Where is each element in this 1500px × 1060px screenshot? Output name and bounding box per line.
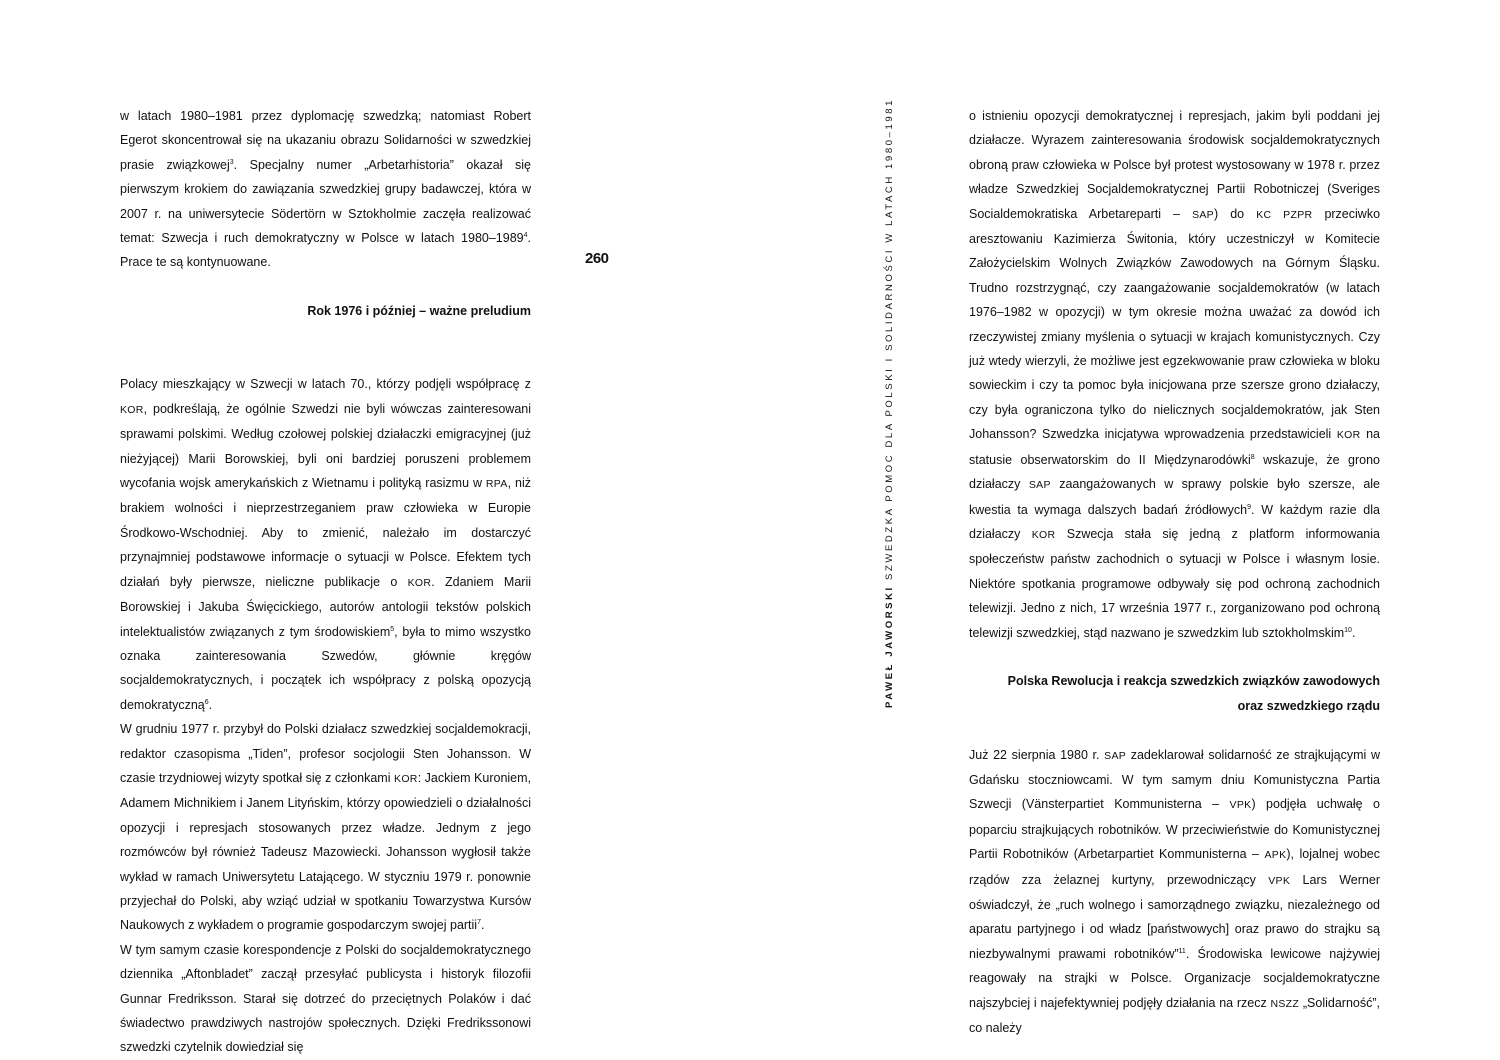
acronym: SAP	[1028, 479, 1051, 492]
footnote-ref: 4	[523, 231, 528, 239]
acronym: APK	[1264, 849, 1287, 862]
paragraph: W grudniu 1977 r. przybył do Polski działacz szwedzkiej socjaldemokracji, redaktor czasopisma „Tiden”, profesor socjologii Sten Johansson. W czasie trzydniowej wizyty spotkał się z członkami KOR: Jackiem Kuroniem, Adamem Michnikiem i Janem Lityńskim, którzy opowiedzieli o działalności opozycji i represjach stosowanych przez władze. Jednym z jego rozmówców był również Tadeusz Mazowiecki. Johansson wygłosił także wykład w ramach Uniwersytetu Latającego. W styczniu 1979 r. ponownie przyjechał do Polski, aby wziąć udział w spotkaniu Towarzystwa Kursów Naukowych z wykładem o programie gospodarczym swojej partii$^7$.	[120, 722, 532, 933]
acronym: SAP	[1104, 749, 1127, 762]
running-head	[884, 98, 895, 708]
right-text-column	[969, 104, 1380, 1040]
page-number: 260	[585, 250, 609, 267]
acronym: SAP	[1192, 208, 1214, 221]
section-heading	[969, 669, 1380, 718]
footnote-ref: 3	[229, 158, 234, 166]
footnote-ref: 7	[477, 919, 481, 927]
acronym: NSZZ	[1270, 997, 1300, 1010]
left-text-column	[120, 104, 531, 1060]
section-heading: Rok 1976 i później – ważne preludium	[307, 304, 531, 319]
paragraph: W tym samym czasie korespondencje z Polski do socjaldemokratycznego dziennika „Aftonbladet” zaczął przesyłać publicysta i historyk filozofii Gunnar Fredriksson. Starał się dotrzeć do przeciętnych Polaków i dać świadectwo prawdziwych nastrojów społecznych. Dzięki Fredrikssonowi szwedzki czytelnik dowiedział się	[120, 942, 531, 1055]
acronym: KOR	[407, 576, 432, 589]
section-heading-line1: Polska Rewolucja i reakcja szwedzkich związków zawodowych	[1007, 674, 1380, 689]
acronym: KC PZPR	[1256, 208, 1313, 221]
running-head-title: SZWEDZKA POMOC DLA POLSKI I SOLIDARNOŚCI W LATACH 1980–1981	[884, 97, 895, 580]
paragraph: Polacy mieszkający w Szwecji w latach 70., którzy podjęli współpracę z KOR, podkreślają, że ogólnie Szwedzi nie byli wówczas zainteresowani sprawami polskimi. Według czołowej polskiej działaczki emigracyjnej (już nieżyjącej) Marii Borowskiej, byli oni bardziej poruszeni problemem wycofania wojsk amerykańskich z Wietnamu i polityką rasizmu w RPA, niż brakiem wolności i nieprzestrzeganiem praw człowieka w Europie Środkowo-Wschodniej. Aby to zmienić, należało im dostarczyć przynajmniej podstawowe informacje o sytuacji w Polsce. Efektem tych działań były pierwsze, nieliczne publikacje o KOR. Zdaniem Marii Borowskiej i Jakuba Święcickiego, autorów antologii tekstów polskich intelektualistów związanych z tym środowiskiem$^5$, była to mimo wszystko oznaka zainteresowania Szwedów, głównie kręgów socjaldemokratycznych, i początek ich współpracy z polską opozycją demokratyczną$^6$.	[120, 377, 532, 712]
footnote-ref: 9	[1247, 503, 1252, 511]
acronym: VPK	[1268, 874, 1291, 887]
section-heading-line2: oraz szwedzkiego rządu	[1237, 698, 1380, 713]
running-head-author: PAWEŁ JAWORSKI	[884, 585, 895, 708]
acronym: RPA	[485, 478, 508, 491]
acronym: KOR	[120, 403, 144, 416]
acronym: KOR	[1031, 528, 1056, 541]
footnote-ref: 10	[1344, 626, 1352, 634]
paragraph: w latach 1980–1981 przez dyplomację szwedzką; natomiast Robert Egerot skoncentrował się na ukazaniu obrazu Solidarności w szwedzkiej prasie związkowej$^3$. Specjalny numer „Arbetarhistoria” okazał się pierwszym krokiem do zawiązania szwedzkiej grupy badawczej, która w 2007 r. na uniwersytecie Södertörn w Sztokholmie zaczęła realizować temat: Szwecja i ruch demokratyczny w Polsce w latach 1980–1989$^4$. Prace te są kontynuowane.	[120, 109, 531, 270]
paragraph: o istnieniu opozycji demokratycznej i represjach, jakim byli poddani jej działacze. Wyrazem zainteresowania środowisk socjaldemokratycznych obroną praw człowieka w Polsce był protest wystosowany w 1978 r. przez władze Szwedzkiej Socjaldemokratycznej Partii Robotniczej (Sveriges Socialdemokratiska Arbetareparti – SAP) do KC PZPR przeciwko aresztowaniu Kazimierza Świtonia, który uczestniczył w Komitecie Założycielskim Wolnych Związków Zawodowych na Górnym Śląsku. Trudno rozstrzygnąć, czy zaangażowanie socjaldemokratów (w latach 1976–1982 w opozycji) w tym okresie można uważać za dowód ich rzeczywistej zmiany myślenia o sytuacji w krajach komunistycznych. Czy już wtedy wierzyli, że możliwe jest egzekwowanie praw człowieka w bloku sowieckim i czy ta pomoc była inicjowana prze szersze grono działaczy, czy była ograniczona tylko do nielicznych socjaldemokratów, jak Sten Johansson? Szwedzka inicjatywa wprowadzenia przedstawicieli KOR na statusie obserwatorskim do II Międzynarodówki$^8$ wskazuje, że grono działaczy SAP zaangażowanych w sprawy polskie było szersze, ale kwestia ta wymaga dalszych badań źródłowych$^9$. W każdym razie dla działaczy KOR Szwecja stała się jedną z platform informowania społeczeństw państw zachodnich o sytuacji w Polsce i własnym losie. Niektóre spotkania programowe odbywały się pod ochroną zachodnich telewizji. Jedno z nich, 17 września 1977 r., zorganizowano pod ochroną telewizji szwedzkiej, stąd nazwano je szwedzkim lub sztokholmskim$^{10}$.	[969, 109, 1381, 640]
footnote-ref: 11	[1178, 947, 1186, 955]
acronym: KOR	[1336, 429, 1361, 442]
acronym: VPK	[1229, 799, 1252, 812]
footnote-ref: 5	[390, 625, 395, 633]
acronym: KOR	[394, 772, 418, 785]
footnote-ref: 8	[1250, 453, 1255, 461]
paragraph: Już 22 sierpnia 1980 r. SAP zadeklarował solidarność ze strajkującymi w Gdańsku stoczniowcami. W tym samym dniu Komunistyczna Partia Szwecji (Vänsterpartiet Kommunisterna – VPK) podjęła uchwałę o poparciu strajkujących robotników. W przeciwieństwie do Komunistycznej Partii Robotników (Arbetarpartiet Kommunisterna – APK), lojalnej wobec rządów zza żelaznej kurtyny, przewodniczący VPK Lars Werner oświadczył, że „ruch wolnego i samorządnego związku, niezależnego od aparatu partyjnego i od władz [państwowych] oraz prawo do strajku są niezbywalnymi prawami robotników”$^{11}$. Środowiska lewicowe najżywiej reagowały na strajki w Polsce. Organizacje socjaldemokratyczne najszybciej i najefektywniej podjęły działania na rzecz NSZZ „Solidarność”, co należy	[969, 747, 1381, 1035]
footnote-ref: 6	[204, 698, 209, 706]
